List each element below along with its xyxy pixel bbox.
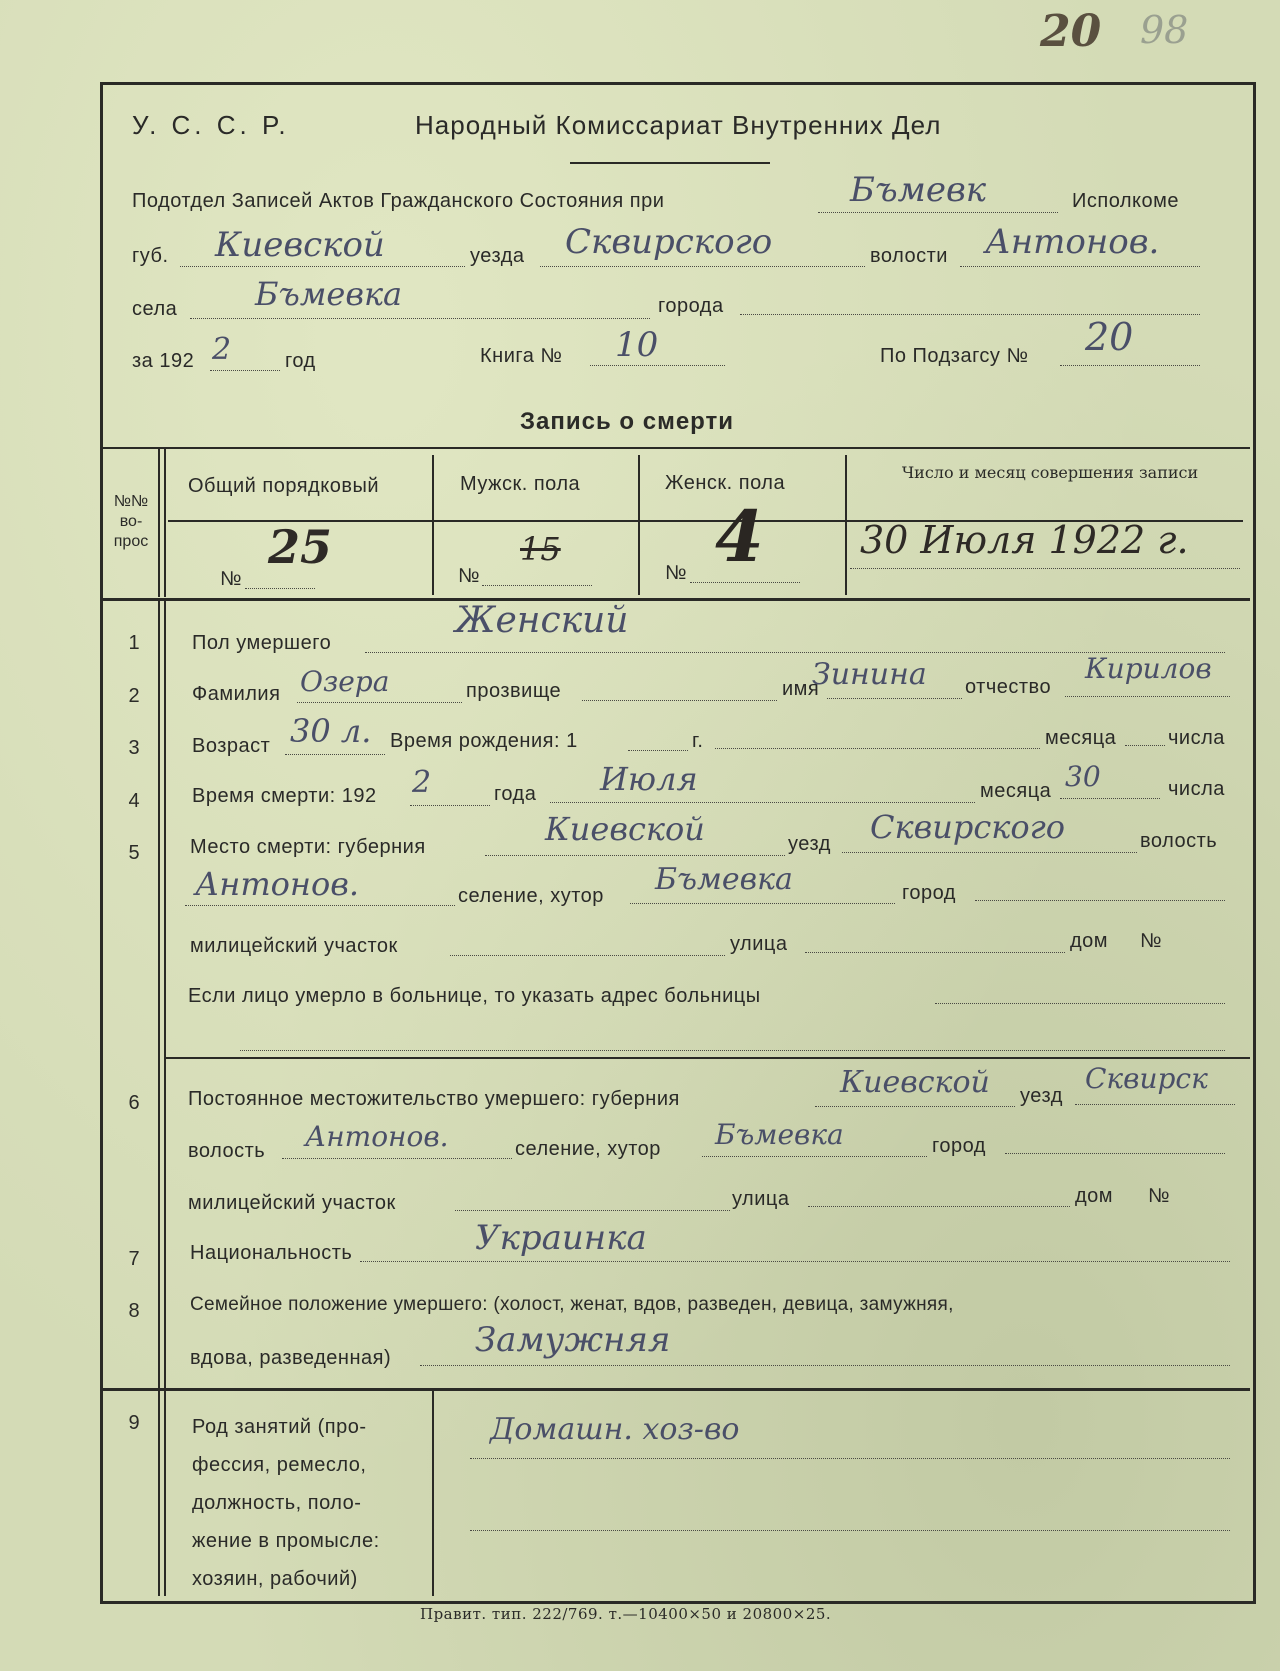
residence-house-label: дом <box>1075 1185 1114 1207</box>
death-village-value: Бъмевка <box>655 862 793 897</box>
death-day-value: 30 <box>1065 760 1101 793</box>
record-title: Запись о смерти <box>520 408 735 435</box>
volost-label: волости <box>870 245 948 267</box>
death-month-value: Июля <box>600 760 698 798</box>
residence-uezd-label: уезд <box>1020 1085 1063 1107</box>
row-num-4: 4 <box>128 790 140 812</box>
age-value: 30 л. <box>290 712 372 750</box>
female-number: 4 <box>715 495 764 578</box>
residence-city-label: город <box>932 1135 986 1157</box>
male-number: 15 <box>520 530 561 568</box>
death-city-label: город <box>902 882 956 904</box>
col-female-header: Женск. пола <box>665 472 786 494</box>
row-num-7: 7 <box>128 1248 140 1270</box>
patronymic-value: Кирилов <box>1085 652 1212 685</box>
book-value: 10 <box>615 325 659 365</box>
row-num-8: 8 <box>128 1300 140 1322</box>
surname-value: Озера <box>300 665 390 698</box>
residence-militia-label: милицейский участок <box>188 1192 396 1214</box>
death-year-label: года <box>494 783 537 805</box>
death-place-label: Место смерти: губерния <box>190 836 426 858</box>
no-label-3: № <box>665 562 687 584</box>
row-num-9: 9 <box>128 1412 140 1434</box>
ussr-label: У. С. С. Р. <box>132 110 290 140</box>
death-volost-label: волость <box>1140 830 1218 852</box>
residence-village-value: Бъмевка <box>715 1118 844 1151</box>
selo-value: Бъмевка <box>255 275 403 313</box>
podzags-value: 20 <box>1085 315 1134 359</box>
residence-number-label: № <box>1148 1185 1170 1207</box>
death-street-label: улица <box>730 933 788 955</box>
question-col-header: №№ во- прос <box>113 493 149 550</box>
selo-label: села <box>132 298 178 320</box>
gub-label: губ. <box>132 245 169 267</box>
row-num-2: 2 <box>128 685 140 707</box>
nationality-label: Национальность <box>190 1242 353 1264</box>
birth-label: Время рождения: 1 <box>390 730 578 752</box>
year-value: 2 <box>212 332 232 367</box>
ministry-title: Народный Комиссариат Внутренних Дел <box>415 110 942 140</box>
death-militia-label: милицейский участок <box>190 935 398 957</box>
residence-volost-label: волость <box>188 1140 266 1162</box>
death-village-label: селение, хутор <box>458 885 604 907</box>
no-label-1: № <box>220 568 242 590</box>
ispolkom-label: Исполкоме <box>1072 190 1180 212</box>
death-month-label: месяца <box>980 780 1052 802</box>
sheet-number: 20 <box>1040 6 1102 57</box>
age-label: Возраст <box>192 735 271 757</box>
archive-number: 98 <box>1140 8 1189 52</box>
uezd-label: уезда <box>470 245 525 267</box>
death-uezd-label: уезд <box>788 833 831 855</box>
nickname-label: прозвище <box>466 680 562 702</box>
header-divider <box>570 162 770 164</box>
name-label: имя <box>782 678 820 700</box>
occupation-value: Домашн. хоз-во <box>490 1412 740 1447</box>
birth-day-label: числа <box>1168 727 1225 749</box>
residence-street-label: улица <box>732 1188 790 1210</box>
year-suffix: год <box>285 350 316 372</box>
subdept-value: Бъмевк <box>850 170 987 210</box>
general-number: 25 <box>268 520 333 574</box>
residence-gub-value: Киевской <box>840 1065 990 1100</box>
gub-value: Киевской <box>215 225 385 265</box>
occupation-label: Род занятий (про- фессия, ремесло, должность, поло- жение в промысле: хозяин, рабочий) <box>192 1416 380 1590</box>
no-label-2: № <box>458 565 480 587</box>
death-gub-value: Киевской <box>545 810 705 848</box>
death-day-label: числа <box>1168 778 1225 800</box>
row-num-3: 3 <box>128 737 140 759</box>
row-num-1: 1 <box>128 632 140 654</box>
death-house-label: дом <box>1070 930 1109 952</box>
uezd-value: Сквирского <box>565 222 773 262</box>
hospital-label: Если лицо умерло в больнице, то указать адрес больницы <box>188 985 761 1007</box>
sex-label: Пол умершего <box>192 632 332 654</box>
name-value: Зинина <box>812 657 927 692</box>
death-year-value: 2 <box>412 765 432 800</box>
col-date-header: Число и месяц совершения записи <box>901 463 1199 482</box>
marital-label-1: Семейное положение умершего: (холост, женат, вдов, разведен, девица, замужняя, <box>190 1294 954 1315</box>
death-time-label: Время смерти: 192 <box>192 785 377 807</box>
birth-g-label: г. <box>692 730 704 752</box>
birth-month-label: месяца <box>1045 727 1117 749</box>
row-num-6: 6 <box>128 1092 140 1114</box>
sex-value: Женский <box>455 600 629 641</box>
residence-village-label: селение, хутор <box>515 1138 661 1160</box>
death-volost-value: Антонов. <box>195 865 360 903</box>
residence-label: Постоянное местожительство умершего: губерния <box>188 1088 680 1110</box>
patronymic-label: отчество <box>965 676 1052 698</box>
year-prefix: за 192 <box>132 350 195 372</box>
row-num-5: 5 <box>128 842 140 864</box>
podzags-label: По Подзагсу № <box>880 345 1029 367</box>
volost-value: Антонов. <box>985 222 1160 262</box>
record-date: 30 Июля 1922 г. <box>860 518 1189 562</box>
death-uezd-value: Сквирского <box>870 808 1066 846</box>
col-male-header: Мужск. пола <box>460 473 581 495</box>
nationality-value: Украинка <box>475 1218 647 1258</box>
gorod-label: города <box>658 295 724 317</box>
death-number-label: № <box>1140 930 1162 952</box>
book-label: Книга № <box>480 345 563 367</box>
marital-label-2: вдова, разведенная) <box>190 1347 392 1369</box>
residence-volost-value: Антонов. <box>305 1120 449 1153</box>
residence-uezd-value: Сквирск <box>1085 1062 1208 1095</box>
col-general-header: Общий порядковый <box>188 475 379 497</box>
marital-value: Замужняя <box>475 1320 671 1360</box>
printer-footer: Правит. тип. 222/769. т.—10400×50 и 20800×25. <box>420 1605 832 1623</box>
surname-label: Фамилия <box>192 683 281 705</box>
subdept-label: Подотдел Записей Актов Гражданского Состояния при <box>132 190 665 212</box>
